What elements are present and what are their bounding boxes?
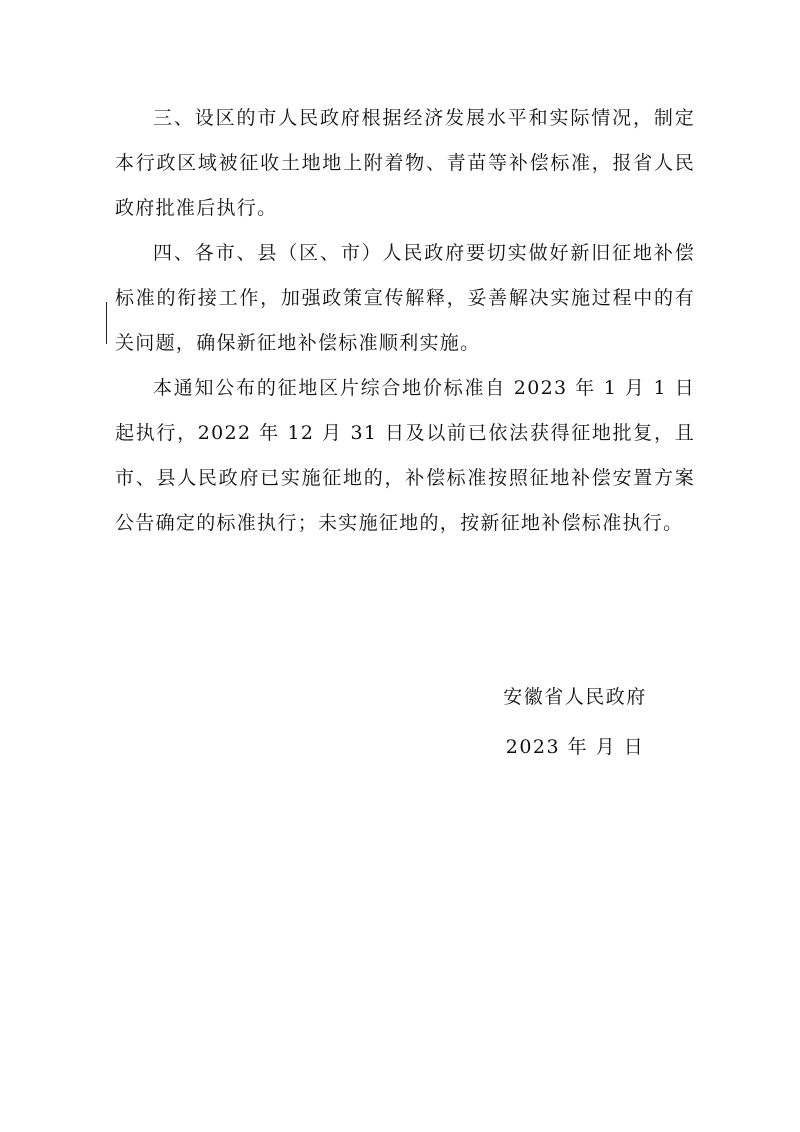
margin-revision-mark <box>106 302 107 344</box>
document-body <box>115 96 695 546</box>
signature-block <box>480 672 670 772</box>
paragraph-item-4: 四、各市、县（区、市）人民政府要切实做好新旧征地补偿标准的衔接工作，加强政策宣传解释，妥善解决实施过程中的有关问题，确保新征地补偿标准顺利实施。 <box>115 242 695 354</box>
issuer-name: 安徽省人民政府 <box>503 686 647 708</box>
paragraph-effective-date: 本通知公布的征地区片综合地价标准自 2023 年 1 月 1 日起执行，2022 年 12 月 31 日及以前已依法获得征地批复，且市、县人民政府已实施征地的，补偿标准按照征地补偿安置方案公告确定的标准执行；未实施征地的，按新征地补偿标准执行。 <box>115 377 695 534</box>
issue-date: 2023 年 月 日 <box>505 736 645 758</box>
paragraph-item-3: 三、设区的市人民政府根据经济发展水平和实际情况，制定本行政区域被征收土地地上附着物、青苗等补偿标准，报省人民政府批准后执行。 <box>115 107 695 219</box>
